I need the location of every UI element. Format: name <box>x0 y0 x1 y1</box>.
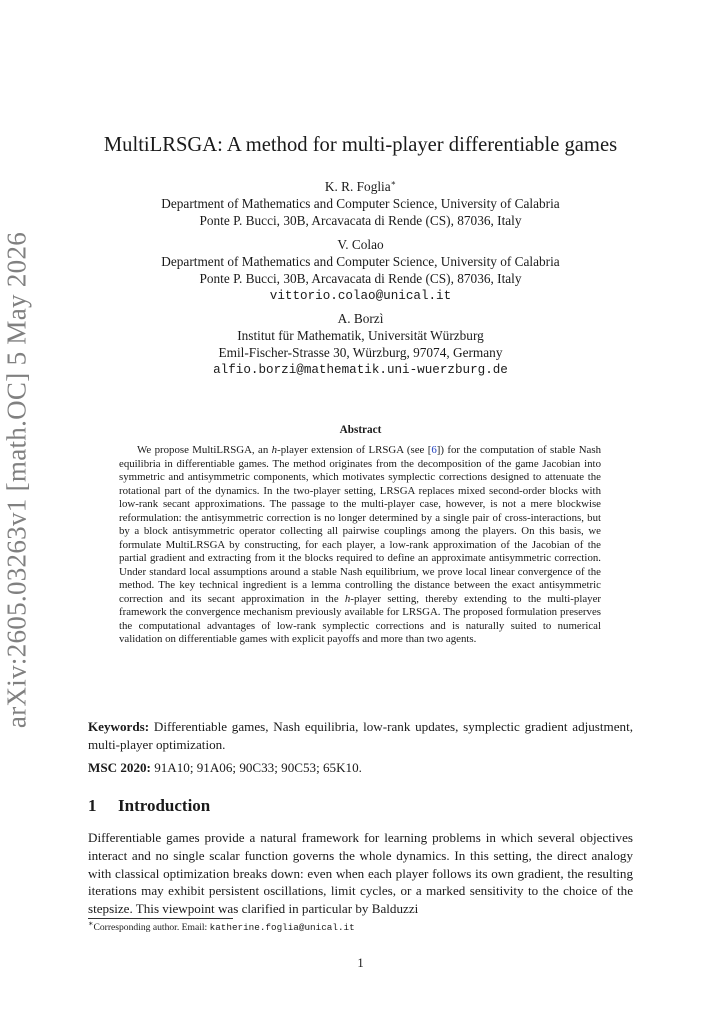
author-address-line: Ponte P. Bucci, 30B, Arcavacata di Rende (CS), 87036, Italy <box>199 213 522 228</box>
msc-label: MSC 2020: <box>88 760 151 775</box>
author-address-line: Emil-Fischer-Strasse 30, Würzburg, 97074, Germany <box>218 345 503 360</box>
msc-classification: MSC 2020: 91A10; 91A06; 90C33; 90C53; 65K10. <box>88 760 362 775</box>
author-name-colao: V. Colao <box>337 237 384 252</box>
author-affiliation-line: Department of Mathematics and Computer Science, University of Calabria <box>161 254 560 269</box>
footnote-divider <box>88 918 233 919</box>
author-affiliation-line: Department of Mathematics and Computer Science, University of Calabria <box>161 196 560 211</box>
footnote-email: katherine.foglia@unical.it <box>209 922 355 933</box>
section-heading-introduction: 1 Introduction <box>88 796 211 815</box>
abstract-heading: Abstract <box>339 424 382 436</box>
citation-link[interactable]: 6 <box>431 444 437 456</box>
author-email-borzi: alfio.borzi@mathematik.uni-wuerzburg.de <box>213 363 508 377</box>
arxiv-identifier-text: arXiv:2605.03263v1 [math.OC] 5 May 2026 <box>1 231 32 729</box>
introduction-paragraph: Differentiable games provide a natural framework for learning problems in which several objectives interact and no single scalar function governs the whole dynamics. In this setting, the direct analogy with classical optimization breaks down: even when each player follows its own gradient, the resulting iterations may exhibit persistent oscillations, limit cycles, or a marked sensitivity to the choice of the stepsize. This viewpoint was clarified in particular by Balduzzi <box>88 830 633 917</box>
page-number: 1 <box>357 956 364 970</box>
author-address-line: Ponte P. Bucci, 30B, Arcavacata di Rende (CS), 87036, Italy <box>199 271 522 286</box>
author-email-colao: vittorio.colao@unical.it <box>269 289 452 303</box>
paper-title: MultiLRSGA: A method for multi-player differentiable games <box>103 134 618 156</box>
keywords-label: Keywords: <box>88 719 150 734</box>
corresponding-author-mark: ∗ <box>390 178 397 188</box>
keywords: Keywords: Differentiable games, Nash equilibria, low-rank updates, symplectic gradient adjustment, multi-player optimization. <box>88 719 633 752</box>
author-affiliation-line: Institut für Mathematik, Universität Würzburg <box>237 328 484 343</box>
author-name-borzi: A. Borzì <box>337 311 384 326</box>
abstract-body: We propose MultiLRSGA, an h-player extension of LRSGA (see [6]) for the computation of stable Nash equilibria in differentiable games. The method originates from the decomposition of the game Jacobian into symmetric and antisymmetric components, which motivates symplectic corrections designed to attenuate the rotational part of the dynamics. In the two-player setting, LRSGA replaces mixed second-order blocks with low-rank secant approximations. The passage to the multi-player case, however, is not a mere blockwise reformulation: the antisymmetric correction is no longer determined by a single pair of cross-interactions, but by a block antisymmetric operator collecting all pairwise couplings among the players. On this basis, we formulate MultiLRSGA by constructing, for each player, a low-rank approximation of the Jacobian of the partial gradient and extracting from it the blocks required to define an approximate antisymmetric correction. Under standard local assumptions around a stable Nash equilibrium, we prove local linear convergence of the method. The key technical ingredient is a lemma controlling the distance between the exact antisymmetric correction and its secant approximation in the h-player setting, thereby extending to the multi-player framework the convergence mechanism previously available for LRSGA. The proposed formulation preserves the computational advantages of low-rank symplectic corrections and is naturally suited to numerical validation on differentiable games with explicit payoffs and more than two agents. <box>119 444 601 645</box>
author-name-foglia: K. R. Foglia∗ <box>324 178 397 194</box>
footnote: ∗Corresponding author. Email: katherine.foglia@unical.it <box>88 918 355 933</box>
